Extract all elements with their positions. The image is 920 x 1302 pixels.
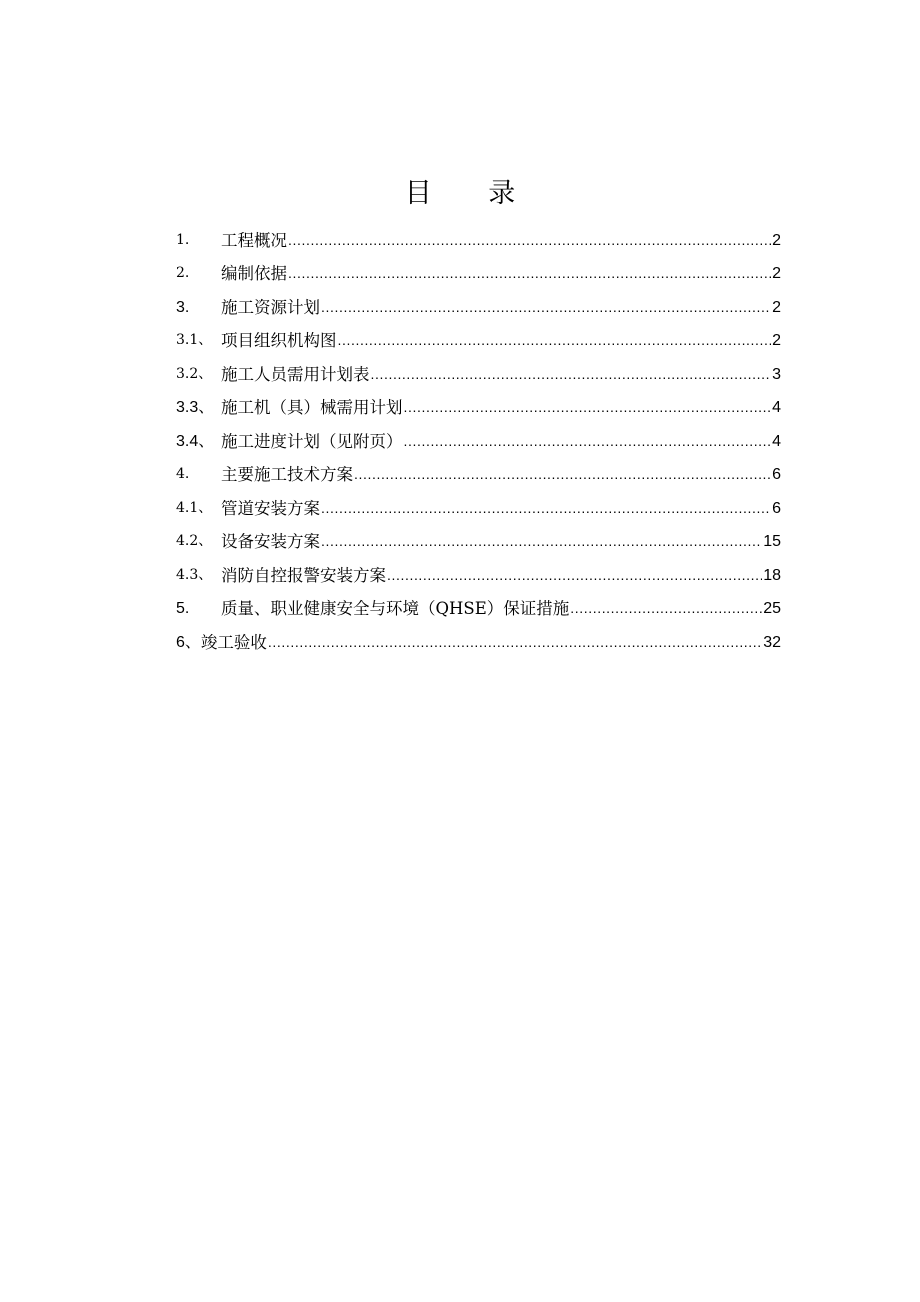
toc-leader-dots <box>321 291 771 324</box>
toc-entry-number: 5. <box>176 600 190 617</box>
toc-entry-number: 3.1、 <box>176 332 213 348</box>
toc-entry-title: 消防自控报警安装方案 <box>221 565 386 585</box>
toc-entry-title: 施工资源计划 <box>221 297 320 317</box>
toc-entry[interactable] <box>176 491 781 525</box>
toc-entry-number: 4.1、 <box>176 499 213 516</box>
toc-entry-number: 3.2、 <box>176 365 213 382</box>
toc-entry-title: 主要施工技术方案 <box>221 465 353 484</box>
toc-entry-number: 2. <box>176 265 190 281</box>
toc-leader-dots <box>321 525 762 558</box>
toc-leader-dots <box>404 425 772 458</box>
toc-entry-number: 4.2、 <box>176 533 213 549</box>
toc-entry[interactable] <box>176 391 781 425</box>
toc-entry-page: 4 <box>772 399 781 416</box>
toc-entry-page: 25 <box>763 600 781 617</box>
toc-entry-title: 质量、职业健康安全与环境（QHSE）保证措施 <box>221 599 570 618</box>
toc-leader-dots <box>354 458 771 491</box>
toc-entry-number: 3.4、 <box>176 432 215 450</box>
toc-leader-dots <box>387 559 762 592</box>
toc-entry[interactable] <box>176 525 781 559</box>
toc-entry-page: 18 <box>763 566 781 584</box>
toc-entry-page: 2 <box>772 298 781 316</box>
toc-entry-title: 施工人员需用计划表 <box>221 364 370 384</box>
toc-leader-dots <box>288 224 771 257</box>
toc-leader-dots <box>288 257 771 290</box>
toc-entry[interactable] <box>176 625 781 659</box>
toc-entry-page: 3 <box>772 365 781 383</box>
toc-entry-title: 施工机（具）械需用计划 <box>221 398 403 417</box>
toc-entry[interactable] <box>176 424 781 458</box>
toc-entry-number: 4. <box>176 466 190 482</box>
title-char-1: 目 <box>404 178 432 209</box>
page-title <box>0 176 920 212</box>
toc-entry[interactable] <box>176 558 781 592</box>
table-of-contents <box>176 223 781 659</box>
toc-entry[interactable] <box>176 357 781 391</box>
toc-entry[interactable] <box>176 290 781 324</box>
toc-entry-page: 2 <box>772 265 781 282</box>
toc-entry-title: 管道安装方案 <box>221 498 320 518</box>
toc-entry[interactable] <box>176 223 781 257</box>
toc-entry[interactable] <box>176 324 781 358</box>
toc-entry-number: 6、 <box>176 633 201 651</box>
toc-entry-page: 4 <box>772 432 781 450</box>
toc-entry-page: 6 <box>772 466 781 483</box>
toc-entry-page: 6 <box>772 499 781 517</box>
toc-entry[interactable] <box>176 592 781 626</box>
toc-leader-dots <box>338 324 772 357</box>
title-char-2: 录 <box>488 178 516 209</box>
toc-leader-dots <box>404 391 772 424</box>
toc-entry-number: 4.3、 <box>176 566 213 583</box>
toc-entry[interactable] <box>176 458 781 492</box>
toc-entry-number: 1. <box>176 231 190 248</box>
toc-entry-title: 工程概况 <box>221 230 287 250</box>
toc-entry-number: 3.3、 <box>176 399 215 416</box>
toc-entry-title: 竣工验收 <box>200 632 267 652</box>
toc-entry-title: 编制依据 <box>221 264 287 283</box>
toc-leader-dots <box>371 358 772 391</box>
toc-entry-title: 施工进度计划（见附页） <box>221 431 403 451</box>
toc-entry-number: 3. <box>176 298 190 316</box>
toc-entry-title: 项目组织机构图 <box>221 331 337 350</box>
toc-entry-page: 2 <box>772 231 781 249</box>
toc-entry-page: 32 <box>763 633 781 651</box>
toc-leader-dots <box>570 592 762 625</box>
toc-entry-title: 设备安装方案 <box>221 532 320 551</box>
toc-entry-page: 15 <box>763 533 781 550</box>
toc-entry[interactable] <box>176 257 781 291</box>
toc-leader-dots <box>321 492 771 525</box>
toc-entry-page: 2 <box>772 332 781 349</box>
toc-leader-dots <box>268 626 762 659</box>
